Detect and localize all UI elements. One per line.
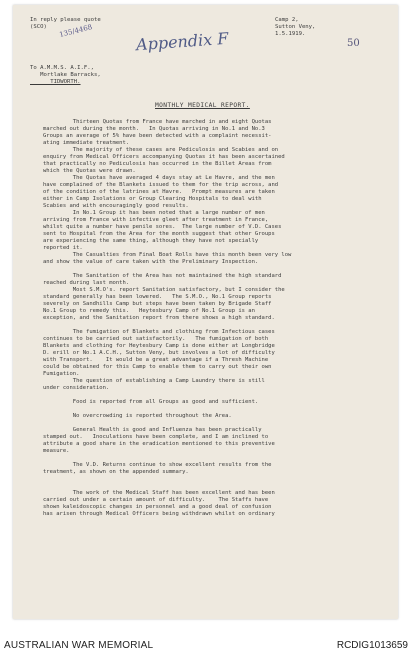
body-line: Most S.M.O's. report Sanitation satisfactory, but I consider the bbox=[43, 287, 285, 293]
body-line: have complained of the Blankets issued to them for the trip across, and bbox=[43, 182, 279, 188]
report-body bbox=[43, 119, 383, 518]
body-line: either in Camp Isolations or Group Clearing Hospitals to deal with bbox=[43, 196, 262, 202]
sender-location: Sutton Veny, bbox=[275, 24, 316, 30]
paragraph-gap bbox=[43, 455, 383, 462]
body-line: marched out during the month. In Quotas arriving in No.1 and No.3 bbox=[43, 126, 265, 132]
body-line: The Quotas have averaged 4 days stay at Le Havre, and the men bbox=[43, 175, 275, 181]
document-date: 1.5.1919. bbox=[275, 31, 306, 37]
paragraph-gap bbox=[43, 406, 383, 413]
body-line: under consideration. bbox=[43, 385, 110, 391]
body-line: treatment, as shown on the appended summary. bbox=[43, 469, 189, 475]
paragraph-gap bbox=[43, 476, 383, 483]
body-line: measure. bbox=[43, 448, 70, 454]
body-line: and show the value of care taken with the Preliminary Inspection. bbox=[43, 259, 259, 265]
body-line: could be obtained for this Camp to enable them to carry out their own bbox=[43, 364, 272, 370]
body-line: ating immediate treatment. bbox=[43, 140, 130, 146]
body-line: sent to Hospital from the Area for the month suggest that other Groups bbox=[43, 231, 275, 237]
paragraph-gap bbox=[43, 266, 383, 273]
body-line: carried out under a certain amount of difficulty. The Staffs have bbox=[43, 497, 269, 503]
body-line: General Health is good and Influenza has been practically bbox=[43, 427, 262, 433]
body-line: In No.1 Group it has been noted that a large number of men bbox=[43, 210, 265, 216]
reply-quote-code: (SCO) bbox=[30, 24, 47, 30]
body-line: of the condition of the latrines at Havre. Prompt measures are taken bbox=[43, 189, 275, 195]
paragraph-gap bbox=[43, 483, 383, 490]
body-line: enquiry from Medical Officers accompanying Quotas it has been ascertained bbox=[43, 154, 285, 160]
body-line: D. erill or No.1 A.C.H., Sutton Veny, but involves a lot of difficulty bbox=[43, 350, 275, 356]
body-line: stamped out. Inoculations have been complete, and I am inclined to bbox=[43, 434, 269, 440]
paragraph-gap bbox=[43, 322, 383, 329]
handwritten-reference-number: 135/4468 bbox=[58, 23, 94, 39]
body-line: The work of the Medical Staff has been excellent and has been bbox=[43, 490, 275, 496]
body-line: are experiencing the same thing, although they have not specially bbox=[43, 238, 259, 244]
body-line: continues to be carried out satisfactorily. The fumigation of both bbox=[43, 336, 269, 342]
body-line: reported it. bbox=[43, 245, 83, 251]
body-line: Blankets and clothing for Heytesbury Camp is done either at Longbridge bbox=[43, 343, 275, 349]
handwritten-appendix-annotation: Appendix F bbox=[135, 28, 229, 55]
body-line: The fumigation of Blankets and clothing from Infectious cases bbox=[43, 329, 275, 335]
addressee-line: TIDWORTH. bbox=[30, 79, 81, 85]
body-line: The Sanitation of the Area has not maintained the high standard bbox=[43, 273, 282, 279]
body-line: No overcrowding is reported throughout the Area. bbox=[43, 413, 232, 419]
body-line: shown kaleidoscopic changes in personnel and a good deal of confusion bbox=[43, 504, 272, 510]
addressee-line: Mortlake Barracks, bbox=[30, 72, 101, 78]
body-line: Thirteen Quotas from France have marched in and eight Quotas bbox=[43, 119, 272, 125]
archive-footer bbox=[0, 624, 414, 654]
body-line: whilst quite a number have penile sores. The large number of V.D. Cases bbox=[43, 224, 282, 230]
body-line: arriving from France with infective gleet after treatment in France, bbox=[43, 217, 269, 223]
body-line: No.1 Group to remedy this. Heytesbury Camp of No.1 Group is an bbox=[43, 308, 255, 314]
body-line: The Casualties from Final Boat Rolls have this month been very low bbox=[43, 252, 292, 258]
body-line: standard generally has been lowered. The S.M.O., No.1 Group reports bbox=[43, 294, 272, 300]
sender-camp: Camp 2, bbox=[275, 17, 299, 23]
body-line: attribute a good share in the eradication mentioned to this preventive bbox=[43, 441, 275, 447]
body-line: The majority of these cases are Pediculosis and Scabies and on bbox=[43, 147, 279, 153]
paragraph-gap bbox=[43, 420, 383, 427]
body-line: Scabies and with encouragingly good results. bbox=[43, 203, 189, 209]
body-line: The V.D. Returns continue to show excellent results from the bbox=[43, 462, 272, 468]
archive-name: AUSTRALIAN WAR MEMORIAL bbox=[4, 640, 154, 651]
archive-record-id: RCDIG1013659 bbox=[336, 640, 408, 651]
reply-quote-line: In reply please quote bbox=[30, 17, 101, 23]
document-page bbox=[13, 5, 398, 619]
paragraph-gap bbox=[43, 392, 383, 399]
body-line: exception, and the Sanitation report from there shows a high standard. bbox=[43, 315, 275, 321]
body-line: which the Quotas were drawn. bbox=[43, 168, 136, 174]
body-line: with Transport. It would be a great advantage if a Thresh Machine bbox=[43, 357, 269, 363]
body-line: that practically no Pediculosis has occurred in the Billet Areas from bbox=[43, 161, 272, 167]
body-line: has arisen through Medical Officers being withdrawn whilst on ordinary bbox=[43, 511, 275, 517]
addressee-line: To A.M.M.S. A.I.F., bbox=[30, 65, 94, 71]
body-line: Fumigation. bbox=[43, 371, 80, 377]
document-title: MONTHLY MEDICAL REPORT. bbox=[155, 102, 250, 109]
body-line: severely on Sandhills Camp but steps have been taken by Brigade Staff bbox=[43, 301, 272, 307]
body-line: Groups an average of 5% have been detected with a complaint necessit- bbox=[43, 133, 272, 139]
body-line: The question of establishing a Camp Laundry there is still bbox=[43, 378, 265, 384]
body-line: Food is reported from all Groups as good and sufficient. bbox=[43, 399, 259, 405]
handwritten-page-number: 50 bbox=[347, 38, 360, 49]
body-line: reached during last month. bbox=[43, 280, 130, 286]
